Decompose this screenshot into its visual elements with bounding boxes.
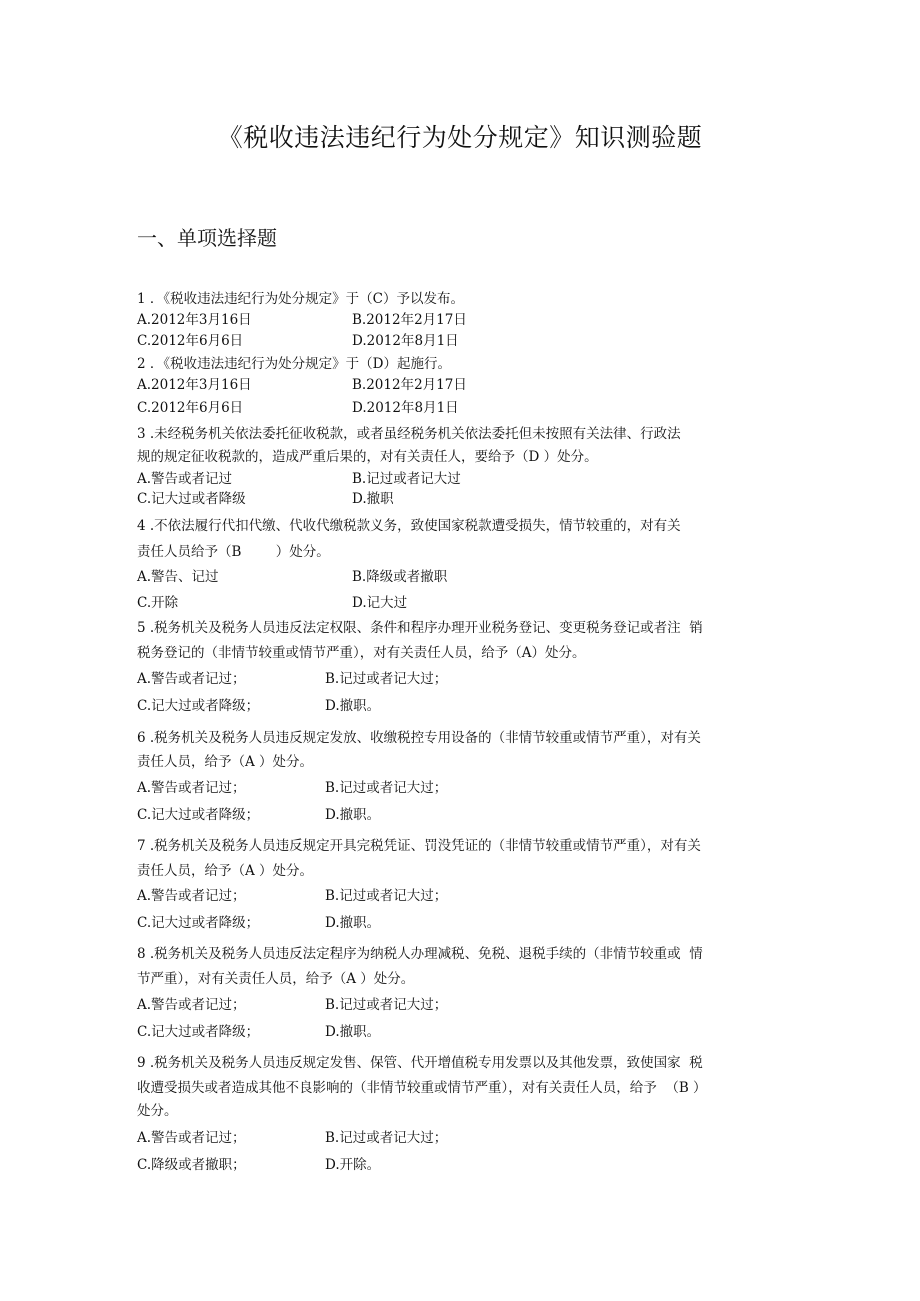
answer-option: D.2012年8月1日 xyxy=(352,400,459,416)
question-text: 1 ．《税收违法违纪行为处分规定》于（C）予以发布。 xyxy=(137,291,464,307)
answer-option: C.开除 xyxy=(137,595,179,611)
question-text: 8 .税务机关及税务人员违反法定程序为纳税人办理减税、免税、退税手续的（非情节较重或 情 xyxy=(137,946,703,962)
answer-option: B.记过或者记大过 xyxy=(352,471,461,487)
question-text: 6 .税务机关及税务人员违反规定发放、收缴税控专用设备的（非情节较重或情节严重），对有关 xyxy=(137,730,701,746)
question-text: 规的规定征收税款的，造成严重后果的，对有关责任人，要给予（D ）处分。 xyxy=(137,449,598,465)
answer-option: C.2012年6月6日 xyxy=(137,333,244,349)
question-text: 7 .税务机关及税务人员违反规定开具完税凭证、罚没凭证的（非情节较重或情节严重），对有关 xyxy=(137,838,701,854)
question-text: 税务登记的（非情节较重或情节严重），对有关责任人员，给予（A）处分。 xyxy=(137,645,586,661)
answer-option: B.记过或者记大过； xyxy=(325,1130,448,1146)
answer-option: B.降级或者撤职 xyxy=(352,569,448,585)
answer-option: B.记过或者记大过； xyxy=(325,997,448,1013)
answer-option: D.记大过 xyxy=(352,595,408,611)
question-text: 处分。 xyxy=(137,1103,178,1119)
answer-option: C.记大过或者降级； xyxy=(137,915,260,931)
answer-option: D.撤职。 xyxy=(325,698,381,714)
answer-option: D.2012年8月1日 xyxy=(352,333,459,349)
answer-option: A.警告或者记过； xyxy=(137,888,246,904)
answer-option: D.开除。 xyxy=(325,1157,381,1173)
answer-option: B.记过或者记大过； xyxy=(325,671,448,687)
answer-option: A.2012年3月16日 xyxy=(137,312,252,328)
answer-option: D.撤职。 xyxy=(325,807,381,823)
answer-option: D.撤职。 xyxy=(325,915,381,931)
section-heading: 一、单项选择题 xyxy=(137,226,277,250)
question-text: 责任人员，给予（A ）处分。 xyxy=(137,754,314,770)
answer-option: B.2012年2月17日 xyxy=(352,377,467,393)
answer-option: C.2012年6月6日 xyxy=(137,400,244,416)
question-text: 2 ．《税收违法违纪行为处分规定》于（D）起施行。 xyxy=(137,356,451,372)
answer-option: B.记过或者记大过； xyxy=(325,888,448,904)
answer-option: B.记过或者记大过； xyxy=(325,780,448,796)
answer-option: C.降级或者撤职； xyxy=(137,1157,246,1173)
answer-option: B.2012年2月17日 xyxy=(352,312,467,328)
question-text: 责任人员给予（B ）处分。 xyxy=(137,544,330,560)
question-text: 节严重），对有关责任人员，给予（A ）处分。 xyxy=(137,971,415,987)
answer-option: A.警告或者记过； xyxy=(137,1130,246,1146)
question-text: 9 .税务机关及税务人员违反规定发售、保管、代开增值税专用发票以及其他发票，致使国家 税 xyxy=(137,1055,703,1071)
page-title: 《税收违法违纪行为处分规定》知识测验题 xyxy=(217,123,703,152)
question-text: 5 .税务机关及税务人员违反法定权限、条件和程序办理开业税务登记、变更税务登记或者注 销 xyxy=(137,620,703,636)
question-text: 责任人员，给予（A ）处分。 xyxy=(137,863,314,879)
answer-option: C.记大过或者降级； xyxy=(137,698,260,714)
answer-option: C.记大过或者降级； xyxy=(137,1024,260,1040)
question-text: 3 .未经税务机关依法委托征收税款，或者虽经税务机关依法委托但未按照有关法律、行政法 xyxy=(137,426,681,442)
answer-option: A.警告或者记过； xyxy=(137,997,246,1013)
answer-option: C.记大过或者降级； xyxy=(137,807,260,823)
answer-option: D.撤职。 xyxy=(325,1024,381,1040)
answer-option: A.2012年3月16日 xyxy=(137,377,252,393)
answer-option: D.撤职 xyxy=(352,491,394,507)
answer-option: A.警告或者记过 xyxy=(137,471,233,487)
answer-option: A.警告或者记过； xyxy=(137,671,246,687)
question-text: 4 .不依法履行代扣代缴、代收代缴税款义务，致使国家税款遭受损失，情节较重的，对有关 xyxy=(137,518,681,534)
question-text: 收遭受损失或者造成其他不良影响的（非情节较重或情节严重），对有关责任人员，给予 （B ） xyxy=(137,1080,707,1096)
answer-option: C.记大过或者降级 xyxy=(137,491,246,507)
answer-option: A.警告或者记过； xyxy=(137,780,246,796)
answer-option: A.警告、记过 xyxy=(137,569,219,585)
